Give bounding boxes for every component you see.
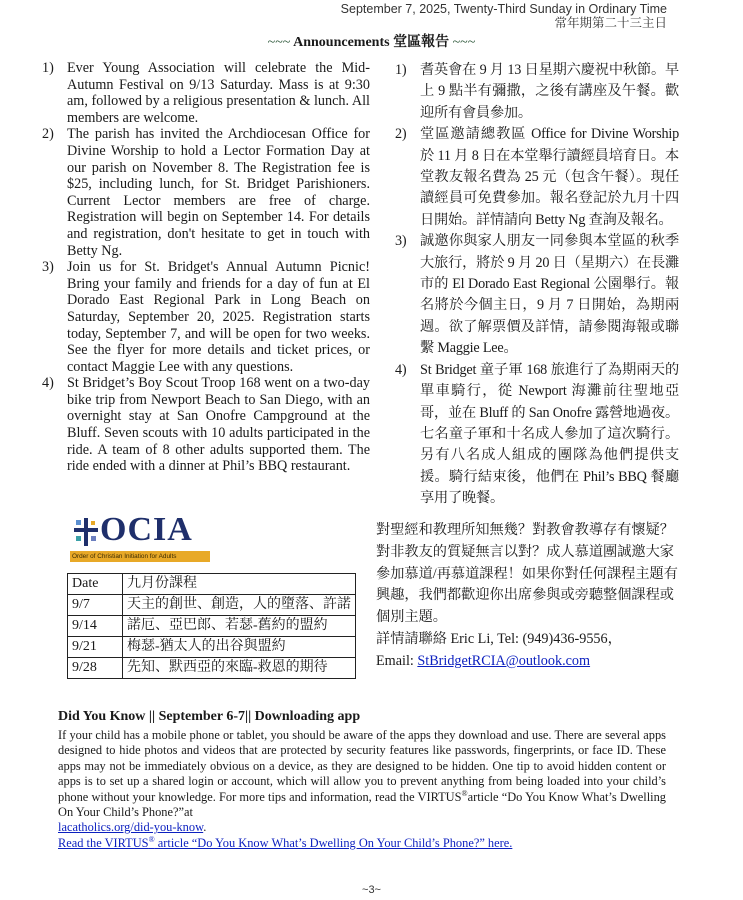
announcement-item bbox=[395, 124, 679, 231]
page-number: ~3~ bbox=[362, 884, 381, 896]
announcement-item bbox=[42, 60, 370, 126]
row-topic: 天主的創世、創造，人的墮落、許諾 bbox=[123, 595, 356, 616]
item-text: St Bridget 童子軍 168 旅進行了為期兩天的單車騎行，從 Newport 海灘前往聖地亞哥，並在 Bluff 的 San Onofre 露營地過夜。七名童子軍和十名成人參加了這次騎行。另有八名成人組成的團隊為他們提供支援。騎行結束後，他們在 Phil’s BBQ 餐廳享用了晚餐。 bbox=[420, 361, 679, 507]
did-you-know-section bbox=[58, 708, 666, 851]
row-date: 9/7 bbox=[68, 595, 123, 616]
did-you-know-heading: Did You Know || September 6-7|| Downloading app bbox=[58, 709, 361, 724]
item-number: 2) bbox=[395, 126, 407, 143]
ocia-wordmark: OCIA bbox=[100, 511, 193, 548]
heading-ornament-right: ~~~ bbox=[452, 35, 476, 50]
cross-icon bbox=[72, 516, 100, 548]
link-text-post: article “Do You Know What’s Dwelling On Your Child’s Phone?” here. bbox=[154, 835, 513, 850]
announcement-item bbox=[395, 60, 679, 124]
email-link[interactable]: StBridgetRCIA@outlook.com bbox=[417, 652, 591, 669]
date-line-zh: 常年期第二十三主日 bbox=[554, 16, 667, 30]
header-date: Date bbox=[68, 574, 123, 595]
item-text: Ever Young Association will celebrate the Mid-Autumn Festival on 9/13 Saturday. Mass is at 9:30 am, followed by a religious presentation & lunch. All members are welcome. bbox=[67, 60, 370, 126]
announcement-item bbox=[395, 231, 679, 359]
row-topic: 諾厄、亞巴郎、若瑟-舊約的盟約 bbox=[123, 616, 356, 637]
virtus-article-link[interactable] bbox=[58, 836, 512, 850]
email-label: Email: bbox=[376, 652, 418, 669]
ocia-logo bbox=[70, 511, 210, 561]
table-header-row bbox=[68, 574, 356, 595]
table-row bbox=[68, 616, 356, 637]
ocia-email-line bbox=[376, 651, 681, 673]
table-row bbox=[68, 658, 356, 679]
header-topic: 九月份課程 bbox=[123, 574, 356, 595]
bulletin-date bbox=[341, 2, 667, 30]
announcements-chinese bbox=[395, 60, 679, 510]
body-text: If your child has a mobile phone or tablet, you should be aware of the apps they download and use. There are several apps designed to hide photos and videos that are protected by security features like passwords, fingerprints, or face ID. These apps may not be immediately obvious on a device, as they are designed to be hidden. One tip to avoid hidden content or apps is to set up a shared login or account, which will allow you to prevent anything from being loaded into your child’s phone without your knowledge. For more tips and information, read the VIRTUS bbox=[58, 728, 666, 804]
announcements-heading bbox=[0, 34, 743, 51]
item-number: 1) bbox=[42, 60, 54, 76]
item-text: 堂區邀請總教區 Office for Divine Worship 於 11 月 8 日在本堂舉行讀經員培育日。本堂教友報名費為 25 元（包含午餐）。現任讀經員可免費參加。報名登記於九月十四日開始。詳情請向 Betty Ng 查詢及報名。 bbox=[420, 126, 679, 228]
table-row bbox=[68, 637, 356, 658]
announcement-item bbox=[395, 360, 679, 510]
body-tail: article “Do You Know What’s Dwelling On Your Child’s Phone?”at bbox=[58, 789, 666, 820]
registered-mark: ® bbox=[461, 788, 468, 798]
announcement-item bbox=[42, 375, 370, 475]
item-number: 3) bbox=[395, 233, 407, 250]
row-topic: 先知、默西亞的來臨-救恩的期待 bbox=[123, 658, 356, 679]
ocia-subtitle: Order of Christian Initiation for Adults bbox=[70, 551, 210, 562]
item-text: The parish has invited the Archdiocesan Office for Divine Worship to hold a Lector Formation Day at our parish on November 8. The Registration fee is $25, including lunch, for St. Bridget Parishioners. Current Lector members are free of charge. Registration will begin on September 14. For details and registration, don't hesitate to get in touch with Betty Ng. bbox=[67, 126, 370, 259]
item-number: 1) bbox=[395, 62, 407, 78]
registered-mark: ® bbox=[148, 834, 155, 844]
link-text-pre: Read the VIRTUS bbox=[58, 835, 149, 850]
ocia-description bbox=[376, 520, 681, 673]
did-you-know-body bbox=[58, 728, 666, 851]
ocia-description-text: 對聖經和教理所知無幾？對教會教導存有懷疑？對非教友的質疑無言以對？成人慕道團誠邀大家參加慕道/再慕道課程！如果你對任何課程主題有興趣，我們都歡迎你出席參與或旁聽整個課程或個別主題。 bbox=[376, 522, 678, 626]
item-number: 4) bbox=[395, 361, 407, 378]
heading-ornament-left: ~~~ bbox=[267, 35, 291, 50]
item-text: 誠邀你與家人朋友一同參與本堂區的秋季大旅行，將於 9 月 20 日（星期六）在長灘市的 El Dorado East Regional 公園舉行。報名將於今個主日，9 月 7 日開始，為期兩週。欲了解票價及詳情，請參閱海報或聯繫 Maggie Lee。 bbox=[420, 233, 679, 357]
row-date: 9/28 bbox=[68, 658, 123, 679]
item-text: St Bridget’s Boy Scout Troop 168 went on a two-day bike trip from Newport Beach to San Diego, with an overnight stay at San Onofre Campground at the Bluff. Seven scouts with 10 adults participated in the ride. A team of 8 other adults supported them. The ride ended with a dinner at Phil’s BBQ restaurant. bbox=[67, 375, 370, 475]
announcement-item bbox=[42, 259, 370, 375]
table-row bbox=[68, 595, 356, 616]
ocia-contact: 詳情請聯絡 Eric Li, Tel: (949)436-9556， bbox=[376, 630, 622, 647]
announcements-english bbox=[42, 60, 370, 475]
item-number: 4) bbox=[42, 375, 54, 392]
item-number: 2) bbox=[42, 126, 54, 143]
lacatholics-link[interactable]: lacatholics.org/did-you-know bbox=[58, 820, 204, 835]
announcement-item bbox=[42, 126, 370, 259]
heading-text: Announcements 堂區報告 bbox=[293, 35, 450, 50]
row-date: 9/21 bbox=[68, 637, 123, 658]
row-date: 9/14 bbox=[68, 616, 123, 637]
row-topic: 梅瑟-猶太人的出谷與盟約 bbox=[123, 637, 356, 658]
item-text: 耆英會在 9 月 13 日星期六慶祝中秋節。早上 9 點半有彌撒，之後有講座及午餐。歡迎所有會員參加。 bbox=[420, 62, 679, 121]
ocia-schedule-table bbox=[67, 573, 356, 679]
date-line-en: September 7, 2025, Twenty-Third Sunday in Ordinary Time bbox=[340, 2, 667, 16]
item-text: Join us for St. Bridget's Annual Autumn Picnic! Bring your family and friends for a day of fun at El Dorado East Regional Park in Long Beach on Saturday, September 20, 2025. Registration starts today, September 7, and will be open for two weeks. See the flyer for more details and ticket prices, or contact Maggie Lee with any questions. bbox=[67, 259, 370, 375]
link-punctuation: . bbox=[203, 820, 207, 835]
item-number: 3) bbox=[42, 259, 54, 276]
